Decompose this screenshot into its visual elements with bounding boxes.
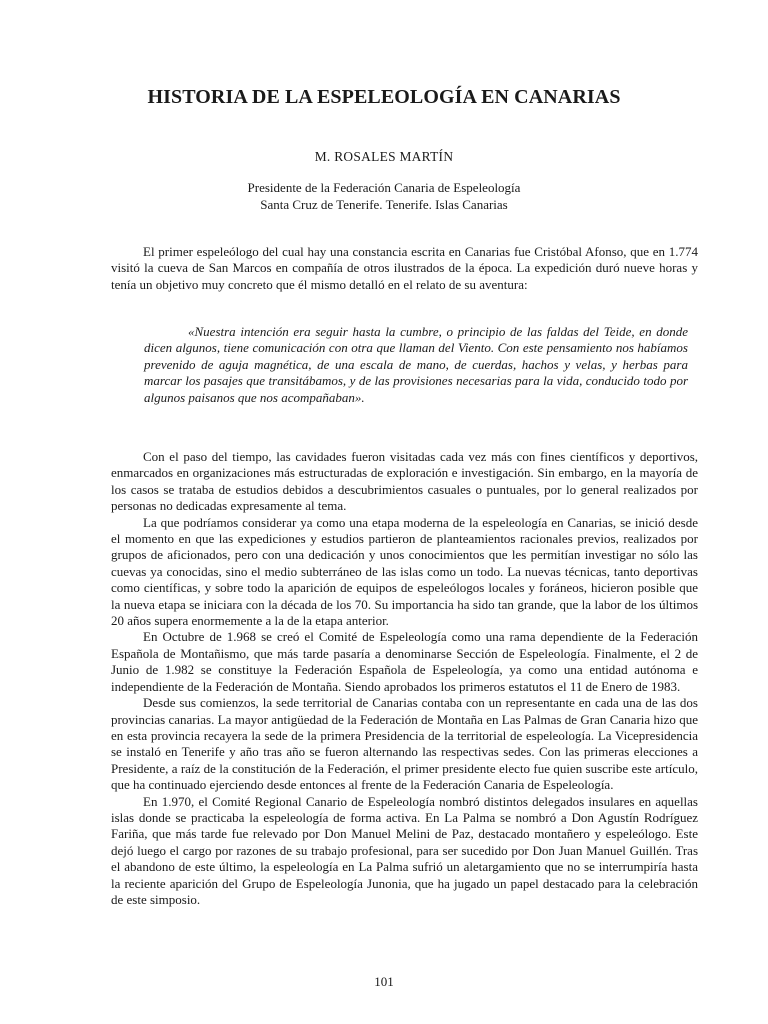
paragraph: Con el paso del tiempo, las cavidades fueron visitadas cada vez más con fines científicos y deportivos, enmarcados en organizaciones más estructuradas de exploración e investigación. Sin embargo, en la mayoría de los casos se trataba de estudios debidos a descubrimientos casuales o puntuales, por lo general realizados por personas no dedicadas expresamente al tema. <box>111 449 698 514</box>
author-name: M. ROSALES MARTÍN <box>314 149 454 164</box>
block-quote: «Nuestra intención era seguir hasta la cumbre, o principio de las faldas del Teide, en donde dicen algunos, tiene comunicación con otra que llaman del Viento. Con este pensamiento nos habíamos prevenido de aguja magnética, de una escala de mano, de cuerdas, hachos y velas, y herbas para marcar los pasajes que transitábamos, y de las provisiones necesarias para la vida, conducido todo por algunos paisanos que nos acompañaban». <box>144 324 688 405</box>
affiliation-line: Santa Cruz de Tenerife. Tenerife. Islas Canarias <box>260 197 508 212</box>
paragraph: El primer espeleólogo del cual hay una constancia escrita en Canarias fue Cristóbal Afonso, que en 1.774 visitó la cueva de San Marcos en compañía de otros ilustrados de la época. La expedición duró nueve horas y tenía un objetivo muy concreto que él mismo detalló en el relato de su aventura: <box>111 244 698 292</box>
article-title: HISTORIA DE LA ESPELEOLOGÍA EN CANARIAS <box>147 86 621 108</box>
main-body <box>111 449 698 908</box>
paragraph: En Octubre de 1.968 se creó el Comité de Espeleología como una rama dependiente de la Federación Española de Montañismo, que más tarde pasaría a denominarse Sección de Espeleología. Finalmente, el 2 de Junio de 1.982 se constituye la Federación Española de Espeleología, ya como una entidad autónoma e independiente de la Federación de Montaña. Siendo aprobados los primeros estatutos el 11 de Enero de 1983. <box>111 629 698 694</box>
paragraph: Desde sus comienzos, la sede territorial de Canarias contaba con un representante en cada una de las dos provincias canarias. La mayor antigüedad de la Federación de Montaña en Las Palmas de Gran Canaria hizo que en esta provincia recayera la sede de la primera Presidencia de la territorial de espeleología. La Vicepresidencia se instaló en Tenerife y año tras año se fueron alternando las respectivas sedes. Con las primeras elecciones a Presidente, a raíz de la constitución de la Federación, el primer presidente electo fue quien suscribe este artículo, que ha continuado ejerciendo desde entonces al frente de la Federación Canaria de Espeleología. <box>111 695 698 793</box>
author-affiliation <box>0 179 768 213</box>
page-number: 101 <box>374 974 394 989</box>
affiliation-line: Presidente de la Federación Canaria de Espeleología <box>247 180 521 195</box>
paragraph: En 1.970, el Comité Regional Canario de Espeleología nombró distintos delegados insulares en aquellas islas donde se practicaba la espeleología de forma activa. En La Palma se nombró a Don Agustín Rodríguez Fariña, que más tarde fue relevado por Don Manuel Melini de Paz, destacado montañero y espeleólogo. Este dejó luego el cargo por razones de su trabajo profesional, para ser sucedido por Don Juan Manuel Guillén. Tras el abandono de este último, la espeleología en La Palma sufrió un aletargamiento que no se interrumpiría hasta la reciente aparición del Grupo de Espeleología Junonia, que ha jugado un papel destacado para la celebración de este simposio. <box>111 793 698 907</box>
paragraph: La que podríamos considerar ya como una etapa moderna de la espeleología en Canarias, se inició desde el momento en que las expediciones y estudios partieron de planteamientos racionales previos, realizados por grupos de aficionados, pero con una dedicación y unos conocimientos que les permitían investigar no sólo las cuevas ya conocidas, sino el medio subterráneo de las islas como un todo. La nuevas técnicas, tanto deportivas como científicas, y sobre todo la aparición de equipos de espeleólogos locales y foráneos, hicieron posible que la nueva etapa se iniciara con la década de los 70. Su importancia ha sido tan grande, que la labor de los últimos 20 años supera enormemente a la de la etapa anterior. <box>111 514 698 629</box>
intro-section <box>111 244 698 293</box>
